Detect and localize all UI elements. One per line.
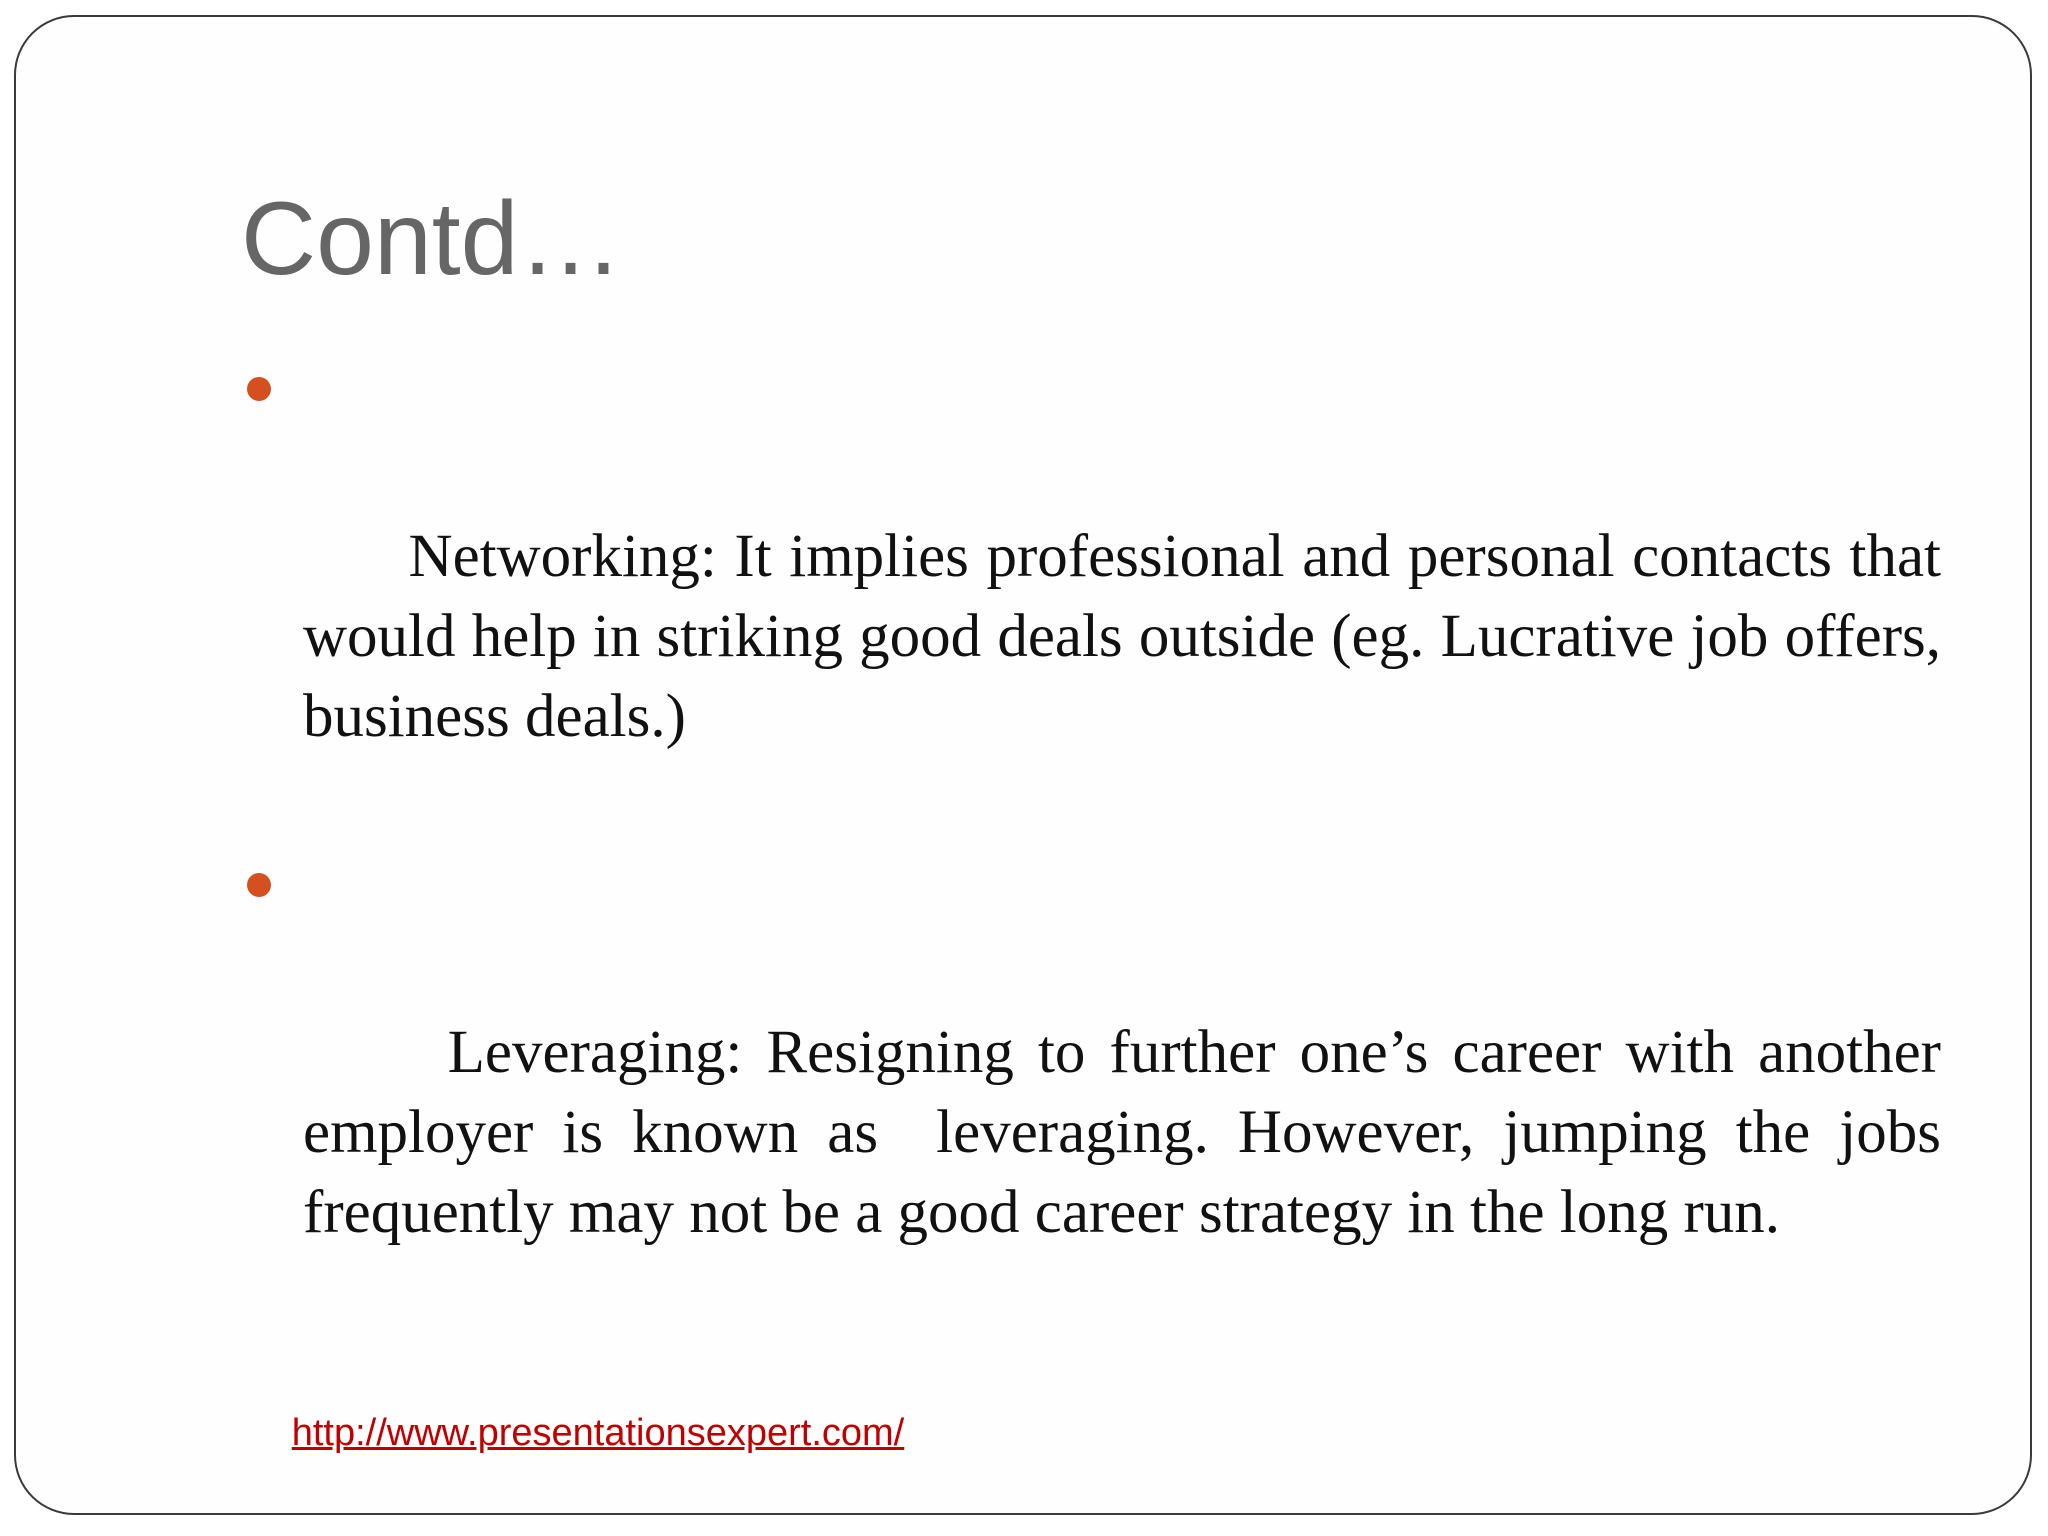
bullet-text-leveraging: Leveraging: Resigning to further one’s career with another employer is known as leveraging. However, jumping the jobs frequently may not be a good career strategy in the long run. xyxy=(303,1019,1957,1246)
source-link[interactable]: http://www.presentationsexpert.com/ xyxy=(291,1412,905,1454)
bullet-text-networking: Networking: It implies professional and personal contacts that would help in striking good deals outside (eg. Lucrative job offers, business deals.) xyxy=(303,523,1957,750)
bullet-list xyxy=(303,357,1957,1349)
bullet-dot-icon xyxy=(247,873,271,897)
bullet-item-networking xyxy=(303,357,1957,837)
slide-title: Contd… xyxy=(241,181,623,297)
bullet-dot-icon xyxy=(247,377,271,401)
bullet-item-leveraging xyxy=(303,853,1957,1333)
slide-frame xyxy=(14,15,2032,1515)
